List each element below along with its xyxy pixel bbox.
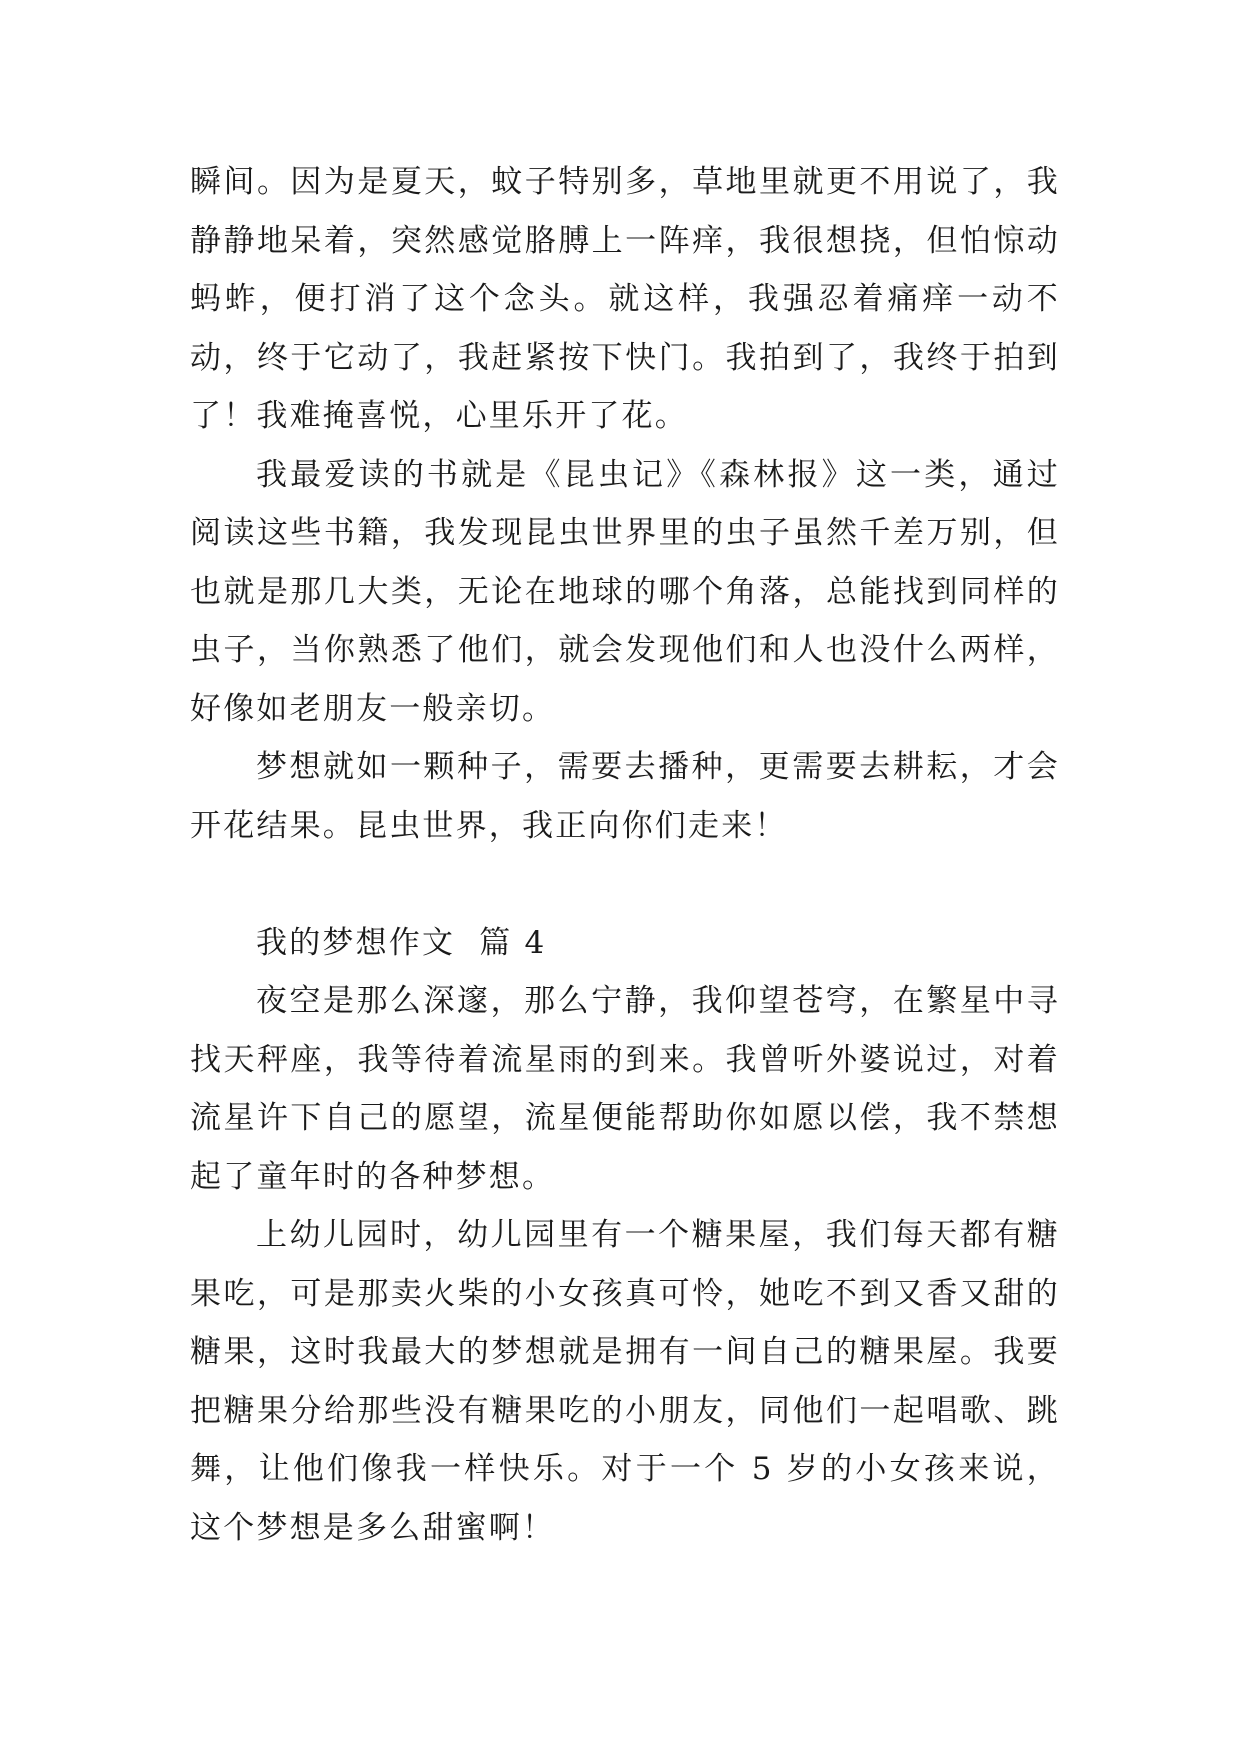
paragraph-dream-seed: 梦想就如一颗种子，需要去播种，更需要去耕耘，才会开花结果。昆虫世界，我正向你们走来！ <box>190 749 1060 844</box>
section-title: 我的梦想作文 篇 4 <box>256 924 547 961</box>
paragraph-candy-house: 上幼儿园时，幼儿园里有一个糖果屋，我们每天都有糖果吃，可是那卖火柴的小女孩真可怜，她吃不到又香又甜的糖果，这时我最大的梦想就是拥有一间自己的糖果屋。我要把糖果分给那些没有糖果吃的小朋友，同他们一起唱歌、跳舞，让他们像我一样快乐。对于一个 5 岁的小女孩来说，这个梦想是多么甜蜜啊！ <box>190 1217 1060 1546</box>
section-spacer <box>190 855 1060 914</box>
paragraph-continuation: 瞬间。因为是夏天，蚊子特别多，草地里就更不用说了，我静静地呆着，突然感觉胳膊上一阵痒，我很想挠，但怕惊动蚂蚱，便打消了这个念头。就这样，我强忍着痛痒一动不动，终于它动了，我赶紧按下快门。我拍到了，我终于拍到了！我难掩喜悦，心里乐开了花。 <box>190 164 1060 434</box>
paragraph-night-sky: 夜空是那么深邃，那么宁静，我仰望苍穹，在繁星中寻找天秤座，我等待着流星雨的到来。我曾听外婆说过，对着流星许下自己的愿望，流星便能帮助你如愿以偿，我不禁想起了童年时的各种梦想。 <box>190 983 1060 1195</box>
paragraph-books: 我最爱读的书就是《昆虫记》《森林报》这一类，通过阅读这些书籍，我发现昆虫世界里的虫子虽然千差万别，但也就是那几大类，无论在地球的哪个角落，总能找到同样的虫子，当你熟悉了他们，就会发现他们和人也没什么两样，好像如老朋友一般亲切。 <box>190 456 1060 727</box>
document-body <box>190 153 1060 1557</box>
